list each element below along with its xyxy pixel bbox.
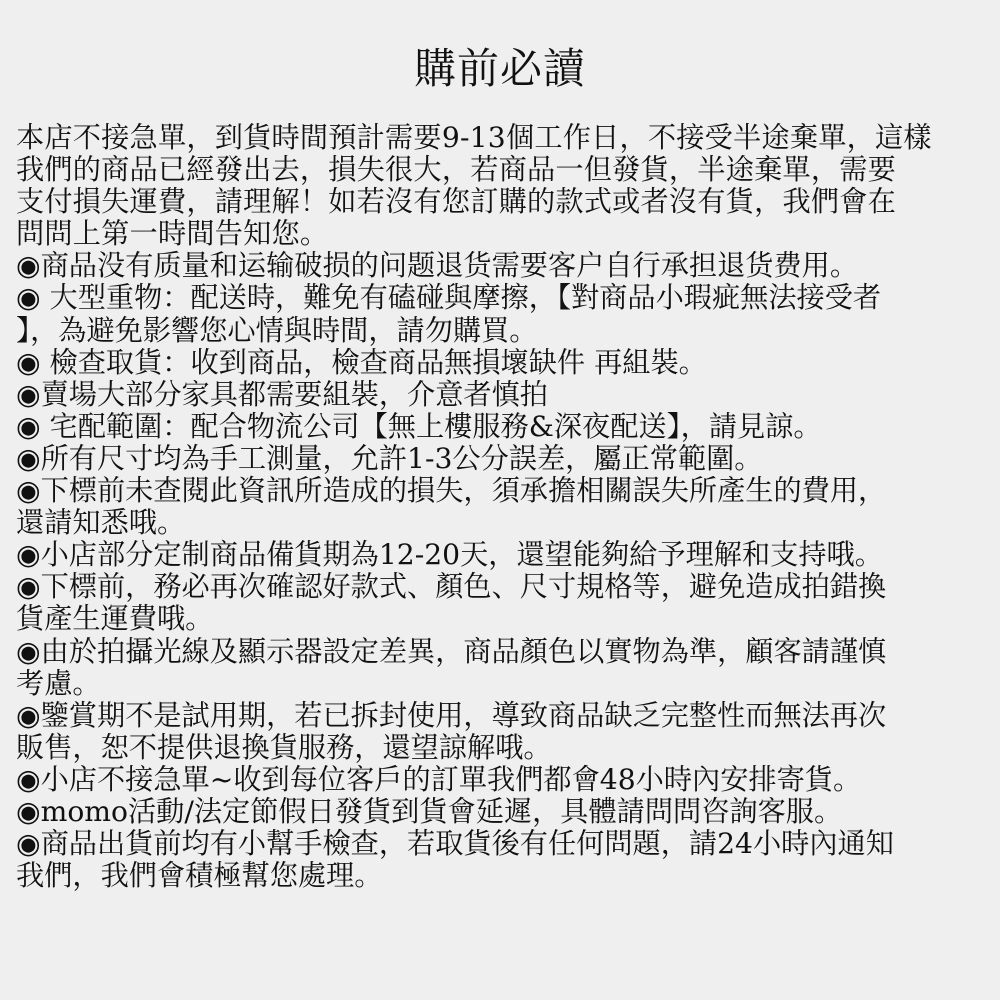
notice-line: ◉下標前，務必再次確認好款式、顏色、尺寸規格等，避免造成拍錯換 (16, 571, 887, 604)
notice-line: ◉小店部分定制商品備貨期為12-20天，還望能夠給予理解和支持哦。 (16, 539, 883, 572)
notice-line: ◉momo活動/法定節假日發貨到貨會延遲，具體請問問咨詢客服。 (16, 795, 843, 828)
notice-line: 問問上第一時間告知您。 (16, 218, 329, 251)
notice-line: 支付損失運費，請理解！如若沒有您訂購的款式或者沒有貨，我們會在 (16, 186, 897, 219)
notice-line: 貨產生運費哦。 (16, 603, 214, 636)
notice-line: ◉商品没有质量和运输破损的问题退货需要客户自行承担退货费用。 (16, 250, 859, 283)
notice-line: 】，為避免影響您心情與時間，請勿購買。 (16, 314, 538, 347)
notice-line: ◉ 大型重物：配送時，難免有磕碰與摩擦，【對商品小瑕疵無法接受者 (16, 282, 882, 315)
notice-line: 販售，恕不提供退換貨服務，還望諒解哦。 (16, 731, 552, 764)
notice-line: 我們的商品已經發出去，損失很大，若商品一但發貨，半途棄單，需要 (16, 154, 897, 187)
page-title: 購前必讀 (413, 44, 586, 93)
notice-line: ◉鑒賞期不是試用期，若已拆封使用，導致商品缺乏完整性而無法再次 (16, 699, 887, 732)
notice-line: ◉ 檢查取貨：收到商品，檢查商品無損壞缺件 再組裝。 (16, 346, 707, 379)
notice-line: 本店不接急單，到貨時間預計需要9-13個工作日，不接受半途棄單，這樣 (16, 122, 932, 154)
notice-line: 考慮。 (16, 667, 101, 700)
notice-line: ◉商品出貨前均有小幫手檢查，若取貨後有任何問題，請24小時內通知 (16, 828, 894, 861)
notice-line: ◉賣場大部分家具都需要組裝，介意者慎拍 (16, 378, 548, 411)
notice-line: 還請知悉哦。 (16, 507, 186, 540)
notice-line: 我們，我們會積極幫您處理。 (16, 860, 383, 893)
notice-line: ◉由於拍攝光線及顯示器設定差異，商品顏色以實物為準，顧客請謹慎 (16, 635, 887, 668)
notice-line: ◉小店不接急單~收到每位客戶的訂單我們都會48小時內安排寄貨。 (16, 763, 862, 796)
notice-line: ◉ 宅配範圍：配合物流公司【無上樓服務&深夜配送】，請見諒。 (16, 410, 822, 443)
notice-line: ◉所有尺寸均為手工測量，允許1-3公分誤差，屬正常範圍。 (16, 442, 763, 475)
notice-line: ◉下標前未查閱此資訊所造成的損失，須承擔相關誤失所產生的費用， (16, 475, 887, 508)
notice-body (16, 122, 984, 892)
